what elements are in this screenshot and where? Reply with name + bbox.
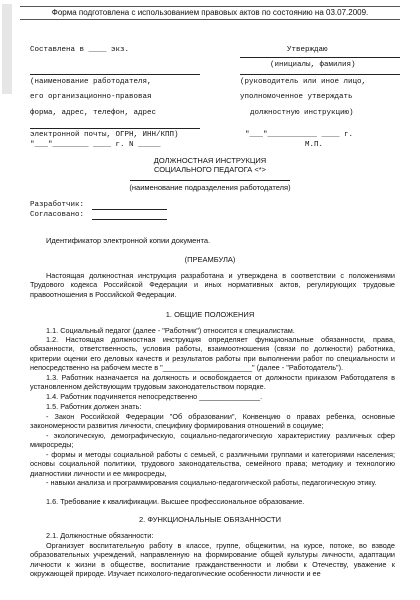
date-number-line: "___"________ ____ г. N _____ <box>30 141 161 149</box>
knowledge-item: - Закон Российской Федерации "Об образовании", Конвенцию о правах ребенка, основные закономерности развития личности, специфику формирования отношений в социуме; <box>30 412 395 431</box>
agreed-line <box>92 219 167 220</box>
head-line <box>240 74 400 75</box>
watermark <box>2 4 12 94</box>
clause-1-6: 1.6. Требование к квалификации. Высшее профессиональное образование. <box>46 497 305 506</box>
employer-line <box>30 74 200 75</box>
knowledge-item: - навыки анализа и программирования социально-педагогической работы, педагогическую этику. <box>46 478 377 487</box>
org-form-caption: его организационно-правовая <box>30 93 152 101</box>
preamble-text: Настоящая должностная инструкция разработана и утверждена в соответствии с положениями Трудового кодекса Российской Федерации и иных нормативных актов, регулирующих трудовые правоотношения в Российской Федерации. <box>30 271 395 299</box>
duty-paragraph: Организует воспитательную работу в классе, группе, общежитии, на курсе, потоке, во взводе образовательных учреждений, направленную на формирование общей культуры личности, адаптации личности к жизни в обществе, воспитание гражданственности и любви к Отечеству, уважение к окружающей природе. Изучает психолого-педагогические особенности личности и ее <box>30 541 395 579</box>
address-caption: форма, адрес, телефон, адрес <box>30 109 157 117</box>
developer-line <box>92 209 167 210</box>
developer-label: Разработчик: <box>30 201 85 209</box>
clause-1-2: 1.2. Настоящая должностная инструкция определяет функциональные обязанности, права, обязанности, ответственность, условия работы, взаимоотношения (связи по должности) работника, критерии оценки его деловых качеств и результатов работы при выполнении работ по специальности и непосредственно на рабочем месте в "______________________" (далее - "Работодатель"). <box>30 335 395 373</box>
authorized-caption: уполномоченное утверждать <box>240 93 353 101</box>
clause-1-5: 1.5. Работник должен знать: <box>46 402 142 411</box>
initials-caption: (инициалы, фамилия) <box>270 61 356 69</box>
preamble-heading: (ПРЕАМБУЛА) <box>184 255 236 264</box>
clause-1-1: 1.1. Социальный педагог (далее - "Работник") относится к специалистам. <box>46 326 295 335</box>
form-header: Форма подготовлена с использованием правовых актов по состоянию на 03.07.2009. <box>20 6 400 20</box>
head-caption: (руководитель или иное лицо, <box>240 78 367 86</box>
document-title: ДОЛЖНОСТНАЯ ИНСТРУКЦИЯ <box>153 156 267 165</box>
email-caption: электронной почты, ОГРН, ИНН/КПП) <box>30 131 179 139</box>
email-line <box>30 128 200 129</box>
employer-name-caption: (наименование работодателя, <box>30 78 152 86</box>
document-subtitle: СОЦИАЛЬНОГО ПЕДАГОГА <*> <box>153 165 267 174</box>
approved-label: Утверждаю <box>287 46 328 54</box>
clause-2-1: 2.1. Должностные обязанности: <box>46 531 154 540</box>
approval-date: "___"___________ ____ г. <box>245 131 354 139</box>
section1-heading: 1. ОБЩИЕ ПОЛОЖЕНИЯ <box>165 310 255 319</box>
initials-line <box>240 57 400 58</box>
knowledge-item: - формы и методы социальной работы с семьей, с различными группами и категориями населения; основы социальной политики, трудового законодательства, семейного права; методику и технологию диагностики личности и ее микросреды, <box>30 450 395 478</box>
subdivision-line <box>130 180 290 181</box>
subdivision-caption: (наименование подразделения работодателя) <box>129 183 291 192</box>
agreed-label: Согласовано: <box>30 211 85 219</box>
clause-1-4: 1.4. Работник подчиняется непосредственно _______________. <box>46 392 263 401</box>
knowledge-item: - экологическую, демографическую, социально-педагогическую характеристику различных сфер микросреды; <box>30 431 395 450</box>
instruction-caption: должностную инструкцию) <box>250 109 354 117</box>
clause-1-3: 1.3. Работник назначается на должность и освобождается от должности приказом Работодателя в установленном действующим трудовым законодательством порядке. <box>30 373 395 392</box>
identifier-text: Идентификатор электронной копии документа. <box>46 236 211 245</box>
section2-heading: 2. ФУНКЦИОНАЛЬНЫЕ ОБЯЗАННОСТИ <box>138 515 282 524</box>
stamp-place: М.П. <box>305 141 324 149</box>
composed-copies: Составлена в ____ экз. <box>30 46 130 54</box>
